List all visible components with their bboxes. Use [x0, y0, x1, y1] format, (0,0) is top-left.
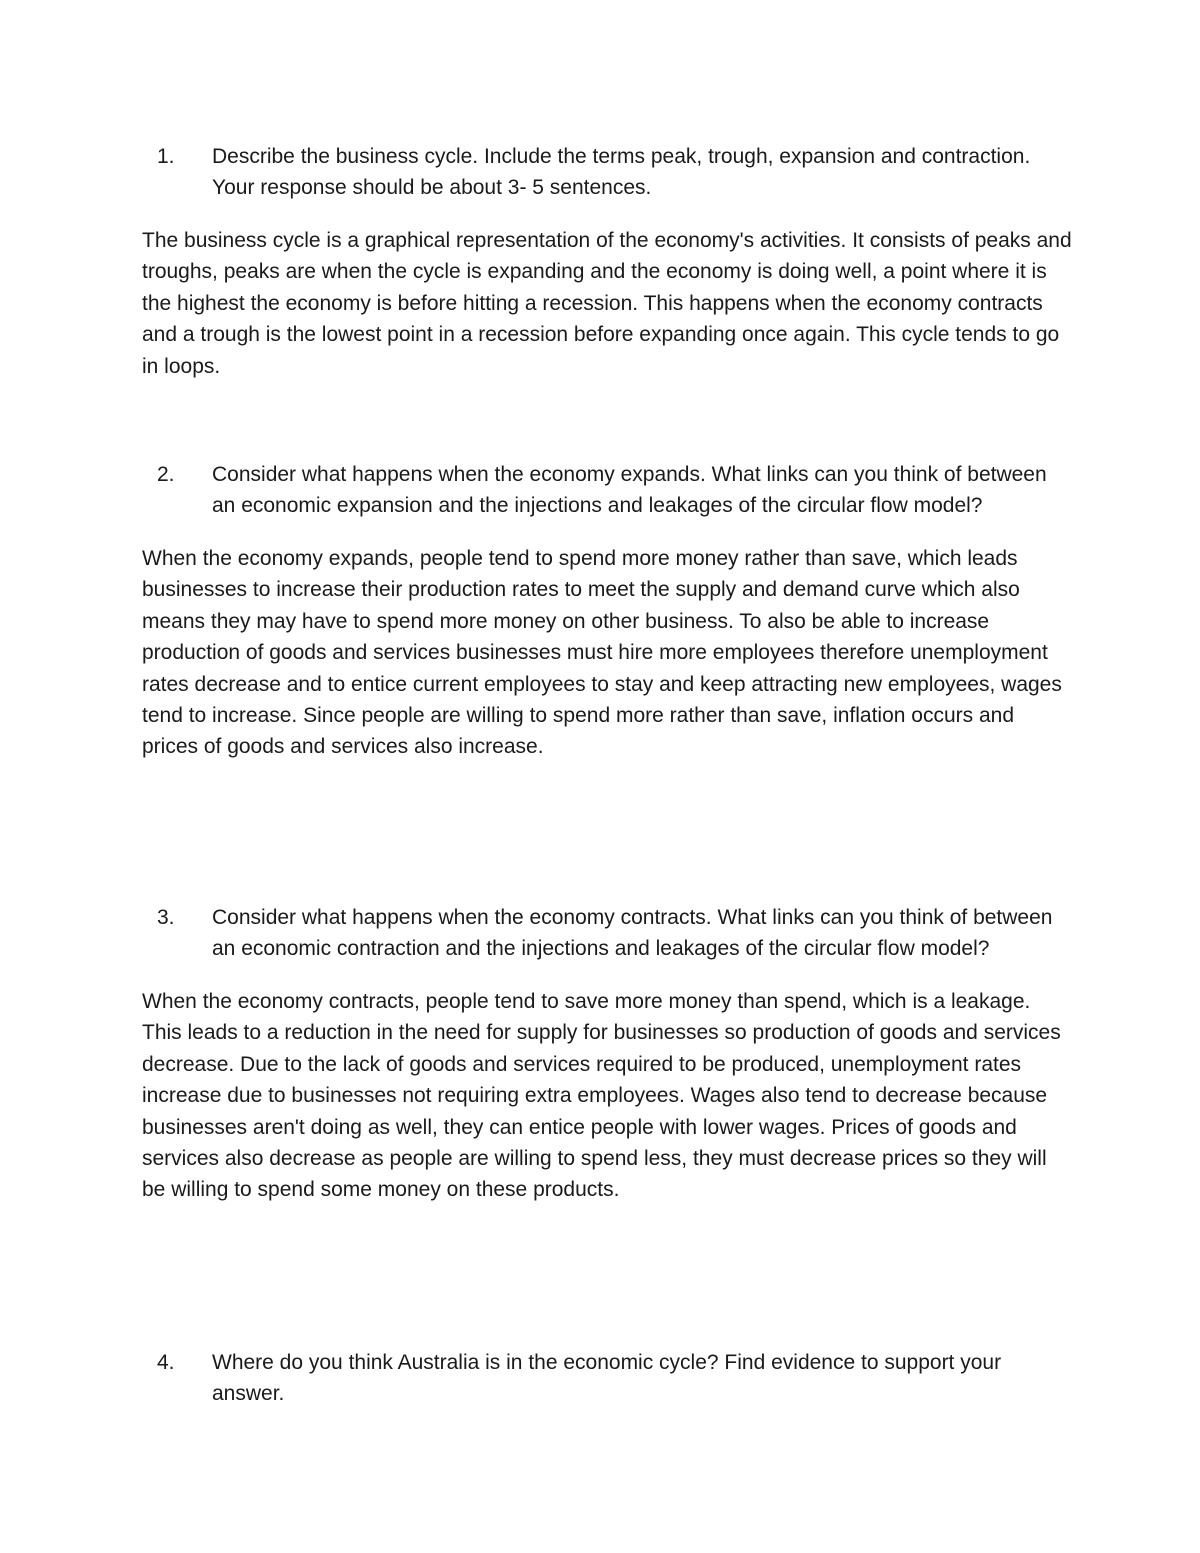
qa-block-1	[142, 141, 1072, 403]
answer-2: When the economy expands, people tend to spend more money rather than save, which leads businesses to increase their production rates to meet the supply and demand curve which also means they may have to spend more money on other business. To also be able to increase production of goods and services businesses must hire more employees therefore unemployment rates decrease and to entice current employees to stay and keep attracting new employees, wages tend to increase. Since people are willing to spend more rather than save, inflation occurs and prices of goods and services also increase.	[142, 547, 1062, 759]
question-2	[142, 459, 1072, 521]
answer-1: The business cycle is a graphical representation of the economy's activities. It consists of peaks and troughs, peaks are when the cycle is expanding and the economy is doing well, a point where it is the highest the economy is before hitting a recession. This happens when the economy contracts and a trough is the lowest point in a recession before expanding once again. This cycle tends to go in loops.	[142, 229, 1072, 378]
question-text: Where do you think Australia is in the economic cycle? Find evidence to support your answer.	[212, 1351, 1002, 1405]
question-number: 2.	[157, 463, 175, 486]
question-4	[142, 1347, 1072, 1409]
question-number: 1.	[157, 145, 175, 168]
answer-3: When the economy contracts, people tend to save more money than spend, which is a leakage. This leads to a reduction in the need for supply for businesses so production of goods and services decrease. Due to the lack of goods and services required to be produced, unemployment rates increase due to businesses not requiring extra employees. Wages also tend to decrease because businesses aren't doing as well, they can entice people with lower wages. Prices of goods and services also decrease as people are willing to spend less, they must decrease prices so they will be willing to spend some money on these products.	[142, 990, 1061, 1202]
question-number: 3.	[157, 906, 175, 929]
qa-block-2	[142, 459, 1072, 784]
question-text: Consider what happens when the economy expands. What links can you think of between an economic expansion and the injections and leakages of the circular flow model?	[212, 463, 1047, 517]
qa-block-4	[142, 1347, 1072, 1409]
question-1	[142, 141, 1072, 203]
question-number: 4.	[157, 1351, 175, 1374]
question-3	[142, 902, 1072, 964]
qa-block-3	[142, 902, 1072, 1227]
question-text: Consider what happens when the economy contracts. What links can you think of between an economic contraction and the injections and leakages of the circular flow model?	[212, 906, 1053, 960]
question-text: Describe the business cycle. Include the terms peak, trough, expansion and contraction. Your response should be about 3- 5 sentences.	[212, 145, 1031, 199]
